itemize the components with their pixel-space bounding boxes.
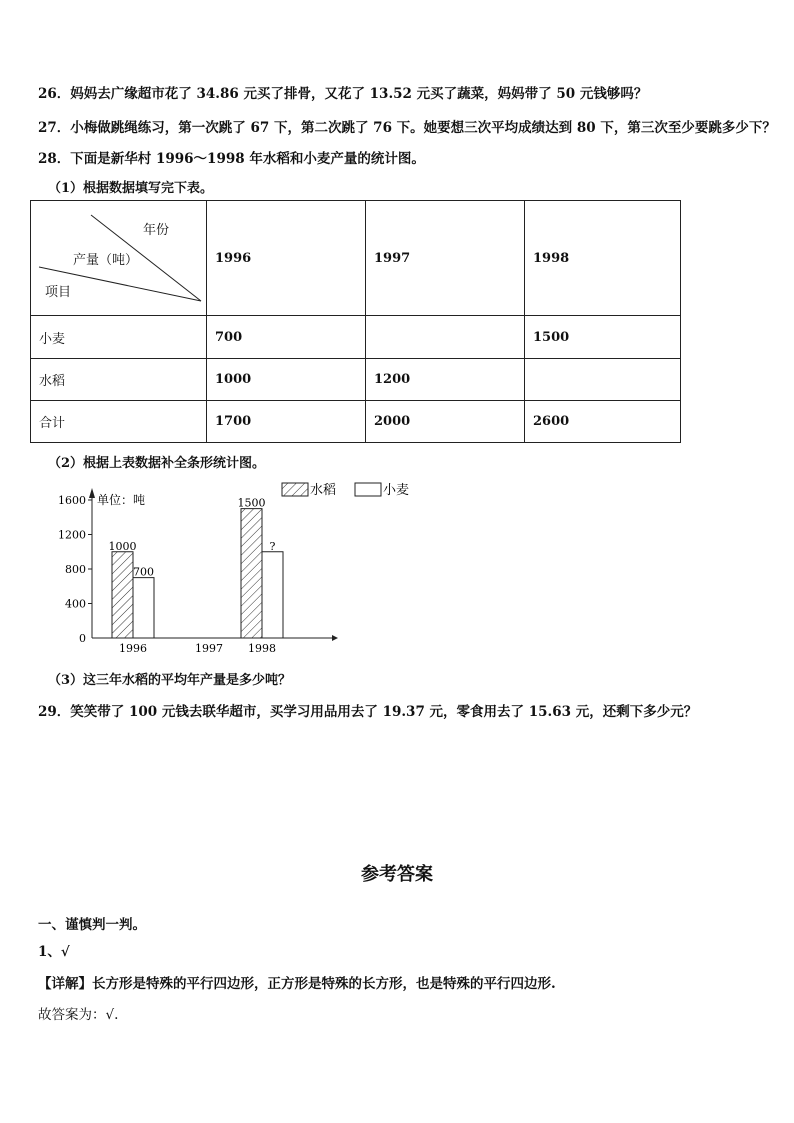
cell-wheat-1997 xyxy=(366,316,525,359)
question-27: 27．小梅做跳绳练习，第一次跳了 67 下，第二次跳了 76 下。她要想三次平均成绩达到 80 下，第三次至少要跳多少下？ xyxy=(38,120,776,136)
cell-total-1997: 2000 xyxy=(366,401,525,443)
legend-swatch-wheat xyxy=(355,483,381,496)
cell-wheat-1996: 700 xyxy=(207,316,366,359)
y-tick-label: 1200 xyxy=(58,528,86,542)
answer-conclusion: 故答案为：√. xyxy=(38,1007,119,1023)
header-year-1998: 1998 xyxy=(525,201,681,316)
question-28-part-3: （3）这三年水稻的平均年产量是多少吨？ xyxy=(48,673,292,688)
bar-wheat-1996 xyxy=(133,578,154,638)
x-tick-label: 1996 xyxy=(119,642,147,655)
row-label-rice: 水稻 xyxy=(31,359,207,401)
x-tick-label: 1997 xyxy=(195,642,223,655)
yield-bar-chart xyxy=(40,476,440,662)
cell-rice-1997: 1200 xyxy=(366,359,525,401)
bar-data-label: 1500 xyxy=(237,496,266,510)
table-header-row xyxy=(31,201,681,316)
y-tick-label: 1600 xyxy=(58,494,86,507)
bar-data-label: 700 xyxy=(133,565,154,579)
answers-title: 参考答案 xyxy=(361,864,433,885)
y-axis-unit: 单位：吨 xyxy=(97,493,146,507)
y-axis-arrow xyxy=(89,488,95,498)
cell-total-1998: 2600 xyxy=(525,401,681,443)
row-label-wheat: 小麦 xyxy=(31,316,207,359)
yield-table xyxy=(30,200,681,443)
y-tick-label: 0 xyxy=(79,632,86,645)
cell-wheat-1998: 1500 xyxy=(525,316,681,359)
question-28-part-2: （2）根据上表数据补全条形统计图。 xyxy=(48,456,266,471)
question-28-part-1: （1）根据数据填写完下表。 xyxy=(48,181,214,196)
legend-label-wheat: 小麦 xyxy=(383,483,410,498)
table-row-rice xyxy=(31,359,681,401)
answers-section-1: 一、谨慎判一判。 xyxy=(38,917,146,933)
bar-rice-1998 xyxy=(241,509,262,638)
bar-wheat-1998 xyxy=(262,552,283,638)
question-26: 26．妈妈去广缘超市花了 34.86 元买了排骨，又花了 13.52 元买了蔬菜，妈妈带了 50 元钱够吗？ xyxy=(38,86,648,102)
cell-total-1996: 1700 xyxy=(207,401,366,443)
row-label-total: 合计 xyxy=(31,401,207,443)
question-29: 29．笑笑带了 100 元钱去联华超市，买学习用品用去了 19.37 元，零食用去了 15.63 元，还剩下多少元？ xyxy=(38,704,698,720)
x-axis-arrow xyxy=(332,635,338,641)
cell-rice-1996: 1000 xyxy=(207,359,366,401)
legend-label-rice: 水稻 xyxy=(310,483,337,498)
table-corner-header xyxy=(31,201,207,316)
bar-data-label: ? xyxy=(269,539,276,553)
bar-data-label: 1000 xyxy=(108,539,137,553)
cell-rice-1998 xyxy=(525,359,681,401)
y-tick-label: 400 xyxy=(65,597,86,611)
corner-label-yield: 产量（吨） xyxy=(73,253,139,268)
question-28: 28．下面是新华村 1996～1998 年水稻和小麦产量的统计图。 xyxy=(38,151,425,167)
header-year-1997: 1997 xyxy=(366,201,525,316)
bar-rice-1996 xyxy=(112,552,133,638)
answer-item-1: 1、√ xyxy=(38,944,70,960)
corner-label-item: 项目 xyxy=(45,285,72,300)
x-tick-label: 1998 xyxy=(248,642,276,655)
table-row-wheat xyxy=(31,316,681,359)
answer-detail: 【详解】长方形是特殊的平行四边形，正方形是特殊的长方形，也是特殊的平行四边形. xyxy=(38,976,556,992)
y-tick-label: 800 xyxy=(65,563,86,576)
corner-label-year: 年份 xyxy=(143,223,170,238)
legend-swatch-rice xyxy=(282,483,308,496)
table-row-total xyxy=(31,401,681,443)
header-year-1996: 1996 xyxy=(207,201,366,316)
